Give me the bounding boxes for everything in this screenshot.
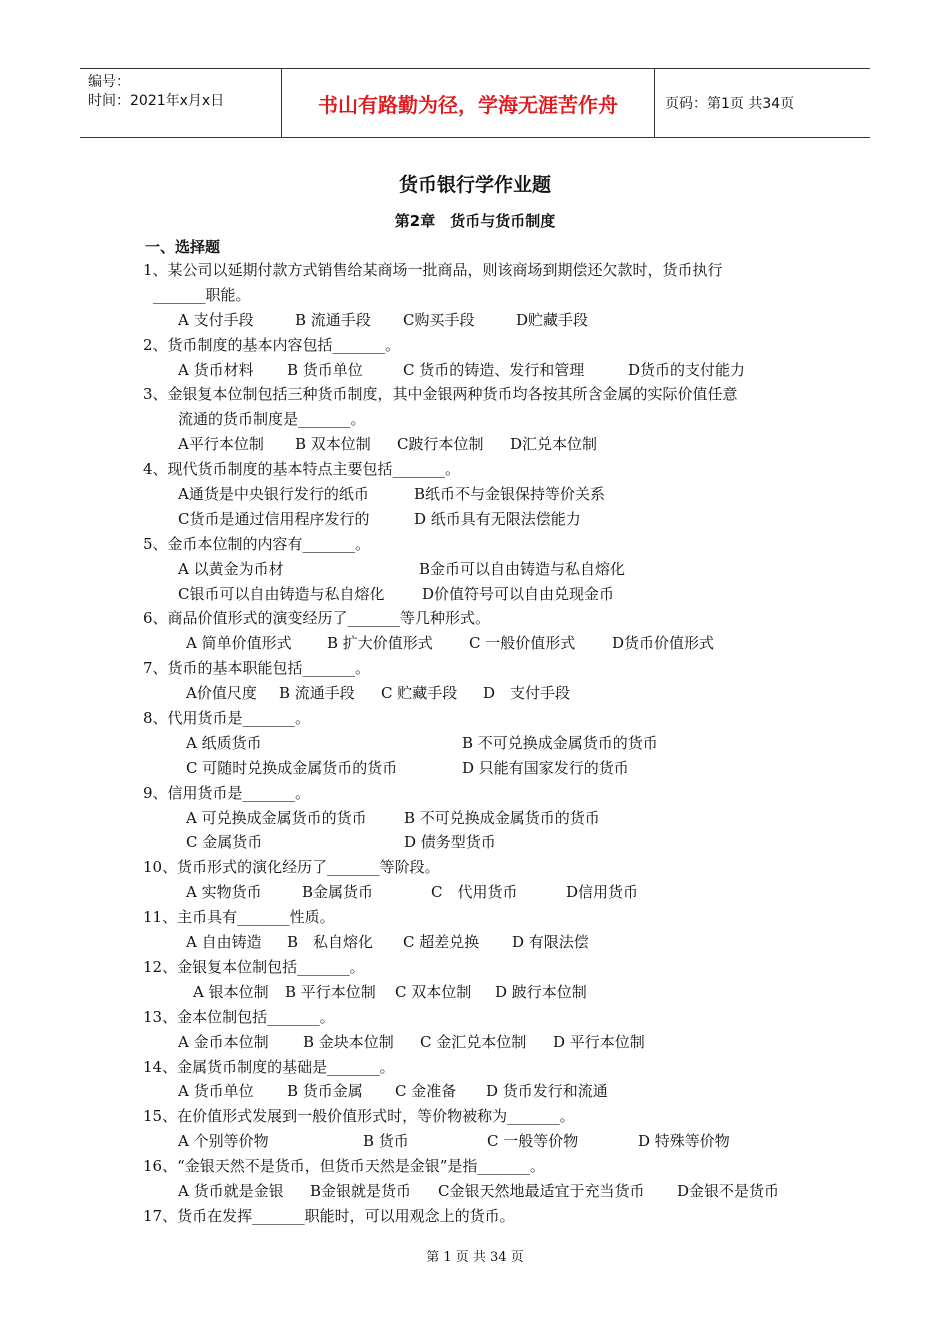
question-text: 流通的货币制度是_______。: [178, 410, 366, 429]
option-row: [143, 308, 823, 333]
question-line: [143, 333, 823, 358]
answer-option: D 支付手段: [483, 684, 571, 703]
answer-option: A 自由铸造: [186, 933, 262, 952]
answer-option: D货币的支付能力: [628, 360, 746, 379]
answer-option: D信用货币: [566, 883, 639, 902]
option-row: [143, 930, 823, 955]
option-row: [143, 681, 823, 706]
option-row: [143, 880, 823, 905]
option-row: [143, 980, 823, 1005]
question-text: 13、金本位制包括_______。: [143, 1007, 335, 1026]
answer-option: B 货币金属: [287, 1082, 363, 1101]
question-line: [143, 407, 823, 432]
answer-option: D汇兑本位制: [510, 435, 598, 454]
option-row: [143, 482, 823, 507]
option-row: [143, 358, 823, 383]
question-text: 12、金银复本位制包括_______。: [143, 957, 365, 976]
question-line: [143, 905, 823, 930]
answer-option: B 不可兑换成金属货币的货币: [404, 808, 600, 827]
answer-option: A 实物货币: [186, 883, 262, 902]
question-line: [143, 1055, 823, 1080]
answer-option: A 货币就是金银: [178, 1181, 284, 1200]
question-text: 2、货币制度的基本内容包括_______。: [143, 335, 401, 354]
answer-option: A 银本位制: [193, 982, 269, 1001]
question-line: [143, 955, 823, 980]
answer-option: C 代用货币: [431, 883, 518, 902]
answer-option: A 货币单位: [178, 1082, 254, 1101]
answer-option: B 货币单位: [287, 360, 363, 379]
option-row: [143, 731, 823, 756]
answer-option: B金币可以自由铸造与私自熔化: [419, 559, 626, 578]
question-text: 3、金银复本位制包括三种货币制度，其中金银两种货币均各按其所含金属的实际价值任意: [143, 385, 738, 404]
document-title: 货币银行学作业题: [398, 174, 551, 196]
option-row: [143, 432, 823, 457]
header-meta: [80, 69, 282, 137]
number-label: 编号：: [88, 74, 130, 90]
answer-option: D 有限法偿: [512, 933, 589, 952]
question-line: [143, 706, 823, 731]
option-row: [143, 557, 823, 582]
answer-option: A 以黄金为币材: [178, 559, 284, 578]
answer-option: A通货是中央银行发行的纸币: [178, 485, 369, 504]
section-heading: 一、选择题: [145, 238, 221, 256]
answer-option: B金属货币: [302, 883, 374, 902]
answer-option: C 可随时兑换成金属货币的货币: [186, 758, 398, 777]
question-text: _______职能。: [153, 285, 251, 304]
answer-option: D货币价值形式: [612, 634, 715, 653]
answer-option: A 金币本位制: [178, 1032, 269, 1051]
answer-option: A 个别等价物: [178, 1132, 269, 1151]
answer-option: D 跛行本位制: [495, 982, 587, 1001]
answer-option: C 一般等价物: [487, 1132, 579, 1151]
option-row: [143, 1129, 823, 1154]
question-line: [143, 382, 823, 407]
option-row: [143, 1030, 823, 1055]
answer-option: A价值尺度: [186, 684, 257, 703]
answer-option: B 流通手段: [295, 310, 371, 329]
question-text: 14、金属货币制度的基础是_______。: [143, 1057, 395, 1076]
question-line: [143, 457, 823, 482]
answer-option: B 流通手段: [279, 684, 355, 703]
answer-option: D 平行本位制: [553, 1032, 645, 1051]
answer-option: A 可兑换成金属货币的货币: [186, 808, 367, 827]
question-line: [143, 781, 823, 806]
answer-option: D 只能有国家发行的货币: [462, 758, 629, 777]
answer-option: C金银天然地最适宜于充当货币: [438, 1181, 645, 1200]
question-text: 15、在价值形式发展到一般价值形式时，等价物被称为_______。: [143, 1107, 575, 1126]
answer-option: C 货币的铸造、发行和管理: [403, 360, 585, 379]
chapter-title: 第2章 货币与货币制度: [394, 212, 556, 230]
answer-option: A 纸质货币: [186, 733, 262, 752]
question-text: 5、金币本位制的内容有_______。: [143, 534, 371, 553]
question-text: 8、代用货币是_______。: [143, 709, 311, 728]
answer-option: C 超差兑换: [403, 933, 480, 952]
question-line: [143, 1104, 823, 1129]
option-row: [143, 507, 823, 532]
question-text: 1、某公司以延期付款方式销售给某商场一批商品，则该商场到期偿还欠款时，货币执行: [143, 261, 723, 279]
question-line: [143, 1005, 823, 1030]
question-line: [143, 258, 823, 283]
question-text: 9、信用货币是_______。: [143, 783, 311, 802]
answer-option: A平行本位制: [178, 435, 264, 454]
answer-option: C 金汇兑本位制: [420, 1032, 527, 1051]
question-line: [143, 283, 823, 308]
answer-option: C 金准备: [395, 1082, 457, 1101]
answer-option: A 货币材料: [178, 360, 254, 379]
time-label: 时间：2021年x月x日: [88, 93, 225, 109]
answer-option: D 特殊等价物: [638, 1132, 730, 1151]
answer-option: C 金属货币: [186, 833, 263, 852]
answer-option: C购买手段: [403, 310, 475, 329]
answer-option: D金银不是货币: [677, 1181, 780, 1200]
answer-option: C银币可以自由铸造与私自熔化: [178, 584, 385, 603]
question-line: [143, 1154, 823, 1179]
question-text: 7、货币的基本职能包括_______。: [143, 659, 371, 678]
answer-option: B 扩大价值形式: [327, 634, 433, 653]
question-text: 4、现代货币制度的基本特点主要包括_______。: [143, 460, 461, 479]
question-text: 10、货币形式的演化经历了_______等阶段。: [143, 858, 440, 877]
page-footer: 第 1 页 共 34 页: [426, 1250, 524, 1265]
option-row: [143, 756, 823, 781]
question-line: [143, 1204, 823, 1229]
answer-option: B 金块本位制: [303, 1032, 394, 1051]
answer-option: B 货币: [363, 1132, 409, 1151]
answer-option: D价值符号可以自由兑现金币: [422, 584, 615, 603]
option-row: [143, 582, 823, 607]
header-motto: 书山有路勤为径，学海无涯苦作舟: [282, 69, 655, 137]
option-row: [143, 1079, 823, 1104]
answer-option: A 支付手段: [178, 310, 254, 329]
question-text: 16、“金银天然不是货币，但货币天然是金银”是指_______。: [143, 1157, 545, 1176]
option-row: [143, 830, 823, 855]
answer-option: B 私自熔化: [287, 933, 374, 952]
answer-option: D 纸币具有无限法偿能力: [414, 509, 581, 528]
question-line: [143, 855, 823, 880]
answer-option: B 不可兑换成金属货币的货币: [462, 733, 658, 752]
answer-option: D 债务型货币: [404, 833, 496, 852]
answer-option: C 贮藏手段: [381, 684, 458, 703]
answer-option: B 双本位制: [295, 435, 371, 454]
answer-option: C 一般价值形式: [469, 634, 576, 653]
header-table: [80, 68, 870, 138]
question-line: [143, 532, 823, 557]
answer-option: B纸币不与金银保持等价关系: [414, 485, 606, 504]
question-line: [143, 656, 823, 681]
answer-option: C 双本位制: [395, 982, 472, 1001]
answer-option: B 平行本位制: [285, 982, 376, 1001]
answer-option: D贮藏手段: [516, 310, 589, 329]
answer-option: D 货币发行和流通: [486, 1082, 608, 1101]
header-page-info: 页码：第1页 共34页: [665, 96, 795, 112]
question-text: 6、商品价值形式的演变经历了_______等几种形式。: [143, 609, 491, 628]
option-row: [143, 1179, 823, 1204]
answer-option: B金银就是货币: [310, 1181, 412, 1200]
question-text: 11、主币具有_______性质。: [143, 908, 335, 927]
option-row: [143, 631, 823, 656]
question-list: [143, 258, 823, 1229]
question-line: [143, 606, 823, 631]
answer-option: C货币是通过信用程序发行的: [178, 509, 370, 528]
option-row: [143, 806, 823, 831]
question-text: 17、货币在发挥_______职能时，可以用观念上的货币。: [143, 1206, 515, 1225]
answer-option: C跛行本位制: [397, 435, 484, 454]
answer-option: A 简单价值形式: [186, 634, 292, 653]
